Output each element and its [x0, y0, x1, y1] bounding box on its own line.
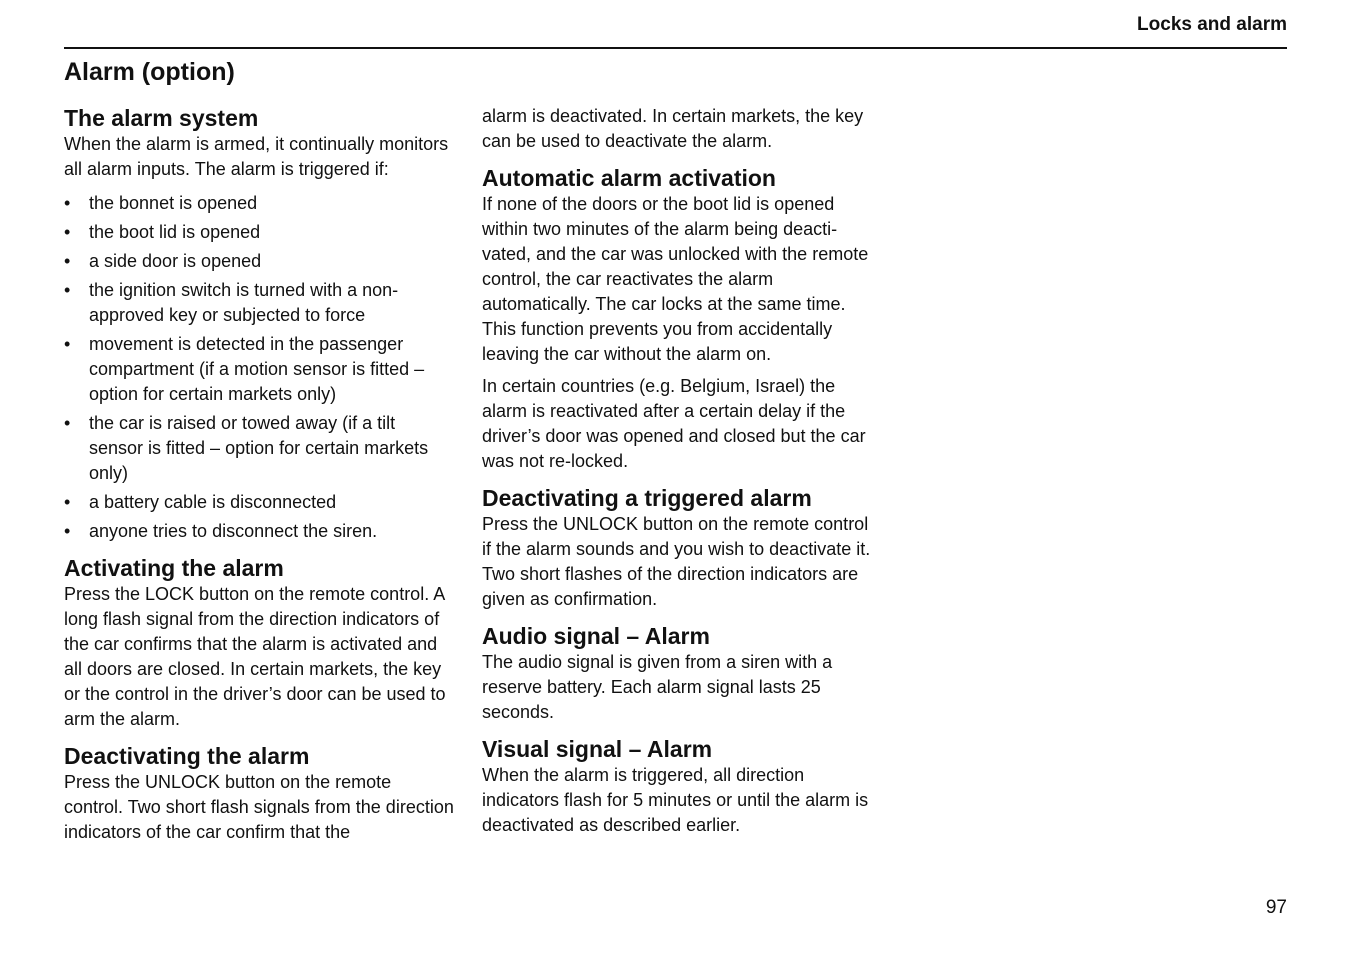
- page-title: Alarm (option): [64, 58, 235, 86]
- section-triggered-alarm: [482, 484, 874, 612]
- list-item: [64, 490, 454, 515]
- section-heading-deactivating: Deactivating the alarm: [64, 743, 310, 769]
- list-item-text: the bonnet is opened: [89, 193, 258, 213]
- section-header-label: Locks and alarm: [1137, 14, 1287, 35]
- bullet-icon: •: [64, 280, 71, 300]
- section-visual-signal: [482, 735, 874, 838]
- list-item: [64, 220, 454, 245]
- list-item-text: the ignition switch is turned with a non-approved key or subjected to force: [89, 280, 399, 325]
- automatic-activation-countries: In certain countries (e.g. Belgium, Israel) the alarm is reactivated after a certain delay if the driver’s door was opened and closed but the car was not re-locked.: [482, 376, 866, 471]
- trigger-list: [64, 191, 454, 544]
- deactivating-body: Press the UNLOCK button on the remote control. Two short flash signals from the direction indicators of the car confirm that the: [64, 772, 454, 842]
- bullet-icon: •: [64, 222, 71, 242]
- section-heading-visual-signal: Visual signal – Alarm: [482, 736, 713, 762]
- left-column: [64, 104, 454, 852]
- list-item-text: a battery cable is disconnected: [89, 492, 337, 512]
- alarm-system-intro: When the alarm is armed, it continually monitors all alarm inputs. The alarm is triggered if:: [64, 134, 449, 179]
- list-item-text: movement is detected in the passenger compartment (if a motion sensor is fitted – option for certain markets only): [89, 334, 425, 404]
- bullet-icon: •: [64, 521, 71, 541]
- page-number: 97: [1265, 897, 1287, 918]
- section-heading-audio-signal: Audio signal – Alarm: [482, 623, 710, 649]
- bullet-icon: •: [64, 492, 71, 512]
- triggered-alarm-body: Press the UNLOCK button on the remote control if the alarm sounds and you wish to deactivate it. Two short flashes of the direction indicators are given as confirmation.: [482, 514, 871, 609]
- list-item: [64, 191, 454, 216]
- bullet-icon: •: [64, 251, 71, 271]
- section-heading-alarm-system: The alarm system: [64, 105, 259, 131]
- right-column: [482, 104, 874, 845]
- section-heading-triggered-alarm: Deactivating a triggered alarm: [482, 485, 812, 511]
- list-item: [64, 332, 454, 407]
- list-item-text: anyone tries to disconnect the siren.: [89, 521, 378, 541]
- visual-signal-body: When the alarm is triggered, all direction indicators flash for 5 minutes or until the alarm is deactivated as described earlier.: [482, 765, 869, 835]
- list-item-text: the boot lid is opened: [89, 222, 261, 242]
- bullet-icon: •: [64, 413, 71, 433]
- section-audio-signal: [482, 622, 874, 725]
- list-item: [64, 519, 454, 544]
- list-item: [64, 278, 454, 328]
- section-heading-automatic-activation: Automatic alarm activation: [482, 165, 776, 191]
- list-item-text: the car is raised or towed away (if a tilt sensor is fitted – option for certain markets only): [89, 413, 429, 483]
- bullet-icon: •: [64, 193, 71, 213]
- activating-body: Press the LOCK button on the remote control. A long flash signal from the direction indicators of the car confirms that the alarm is activated and all doors are closed. In certain markets, the key or the control in the driver’s door can be used to arm the alarm.: [64, 584, 446, 729]
- list-item: [64, 411, 454, 486]
- automatic-activation-body: If none of the doors or the boot lid is opened within two minutes of the alarm being deacti-vated, and the car was unlocked with the remote control, the car reactivates the alarm automatically. The car locks at the same time. This function prevents you from accidentally leaving the car without the alarm on.: [482, 194, 869, 364]
- section-automatic-activation: [482, 164, 874, 474]
- section-alarm-system: [64, 104, 454, 544]
- list-item-text: a side door is opened: [89, 251, 262, 271]
- audio-signal-body: The audio signal is given from a siren with a reserve battery. Each alarm signal lasts 25 seconds.: [482, 652, 833, 722]
- section-heading-activating: Activating the alarm: [64, 555, 284, 581]
- header-divider: [64, 47, 1287, 49]
- section-activating: [64, 554, 454, 732]
- list-item: [64, 249, 454, 274]
- bullet-icon: •: [64, 334, 71, 354]
- section-deactivating: [64, 742, 454, 845]
- deactivating-body-continued: alarm is deactivated. In certain markets, the key can be used to deactivate the alarm.: [482, 106, 864, 151]
